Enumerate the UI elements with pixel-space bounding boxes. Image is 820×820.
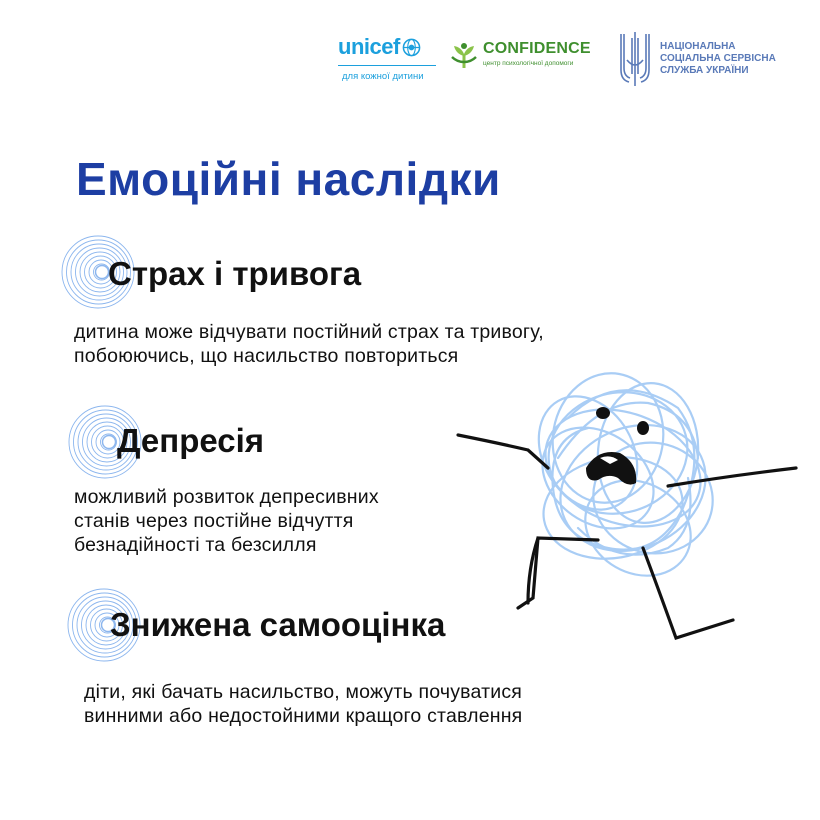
item-heading-depression: Депресія (117, 422, 265, 459)
eye-icon (637, 421, 649, 435)
nss-logo (618, 30, 776, 88)
scribble-character-illustration (448, 358, 808, 658)
sprout-icon (449, 40, 479, 70)
item-heading-self-esteem: Знижена самооцінка (110, 606, 446, 643)
item-description-depression: можливий розвиток депресивних станів через постійне відчуття безнадійності та безсилля (74, 486, 379, 556)
unicef-divider (338, 65, 436, 66)
unicef-logo (338, 34, 436, 82)
globe-icon (402, 38, 421, 57)
nss-name: НАЦІОНАЛЬНА СОЦІАЛЬНА СЕРВІСНА СЛУЖБА УКРАЇНИ (660, 41, 776, 76)
item-description-self-esteem: діти, які бачать насильство, можуть почуватися винними або недостойними кращого ставлення (84, 681, 523, 727)
eye-icon (596, 407, 610, 419)
confidence-logo (449, 40, 591, 70)
unicef-tagline: для кожної дитини (342, 71, 424, 82)
item-description-fear: дитина може відчувати постійний страх та тривогу, побоюючись, що насильство повториться (74, 321, 544, 367)
partner-logos (0, 28, 820, 98)
unicef-wordmark: unicef (338, 34, 400, 59)
trident-icon (618, 30, 652, 88)
page-title: Емоційні наслідки (76, 153, 501, 205)
item-heading-fear: Страх і тривога (108, 255, 362, 292)
confidence-wordmark: CONFIDENCE (483, 40, 591, 57)
confidence-tagline: центр психологічної допомоги (483, 60, 574, 67)
